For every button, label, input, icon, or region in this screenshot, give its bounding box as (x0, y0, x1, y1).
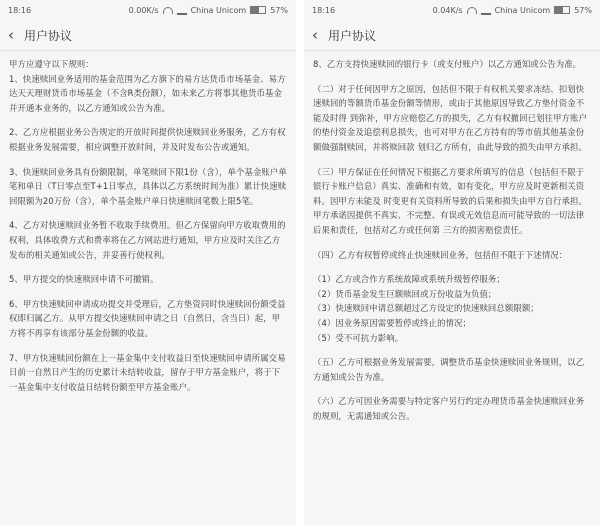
battery-percent: 57% (574, 5, 592, 15)
agreement-list-item: （1）乙方或合作方系统故障或系统升级暂停服务； (313, 274, 505, 285)
left-phone-screen (0, 0, 296, 525)
agreement-paragraph: （六）乙方可因业务需要与特定客户另行约定办理货币基金快速赎回业务的规则，无需通知或公告。 (313, 396, 585, 421)
status-time: 18:16 (8, 5, 32, 15)
agreement-paragraph: 3、快速赎回业务具有份额限制，单笔赎回下限1份（含），单个基金账户单笔和单日（T日零点至T+1日零点，具体以乙方系统时间为准）累计快速赎回限额为20万份（含），单个基金账户单日快速赎回笔数上限5笔。 (9, 166, 287, 206)
page-title: 用户协议 (24, 28, 73, 43)
agreement-list-item: （5）受不可抗力影响。 (313, 332, 404, 343)
signal-icon (177, 6, 187, 15)
app-header (304, 20, 600, 51)
network-speed: 0.04K/s (432, 5, 463, 15)
page-title: 用户协议 (328, 28, 377, 43)
signal-icon (481, 6, 491, 15)
status-bar (304, 0, 600, 20)
agreement-paragraph: （四）乙方有权暂停或终止快速赎回业务，包括但不限于下述情况： (313, 249, 568, 260)
network-speed: 0.00K/s (128, 5, 159, 15)
agreement-paragraph: （五）乙方可根据业务发展需要，调整货币基金快速赎回业务规则，以乙方通知或公告为准。 (313, 357, 585, 382)
back-chevron-icon[interactable]: ‹ (312, 26, 318, 44)
carrier-name: China Unicom (190, 5, 247, 15)
agreement-paragraph: 4、乙方对快速赎回业务暂不收取手续费用。但乙方保留向甲方收取费用的权利，具体收费方式和费率将在乙方网站进行通知，甲方应及时关注乙方发布的相关通知或公告，并妥善行使权利。 (9, 220, 286, 260)
status-right-group (433, 6, 592, 15)
app-header (0, 20, 296, 51)
status-right-group (129, 6, 288, 15)
screenshot-divider (297, 0, 303, 525)
agreement-content (0, 51, 296, 394)
wifi-icon (163, 7, 173, 14)
agreement-list-item: （2）货币基金发生巨额赎回或万份收益为负值； (313, 288, 497, 299)
agreement-list-item: （4）因业务原因需要暂停或终止的情况； (313, 317, 471, 328)
right-phone-screen (304, 0, 600, 525)
agreement-list-item: （3）快速赎回申请总额超过乙方设定的快速赎回总额限额； (313, 303, 539, 314)
agreement-paragraph: 2、乙方应根据业务公告规定的开放时间提供快速赎回业务服务，乙方有权根据业务发展需要，相应调整开放时间，并及时发布公告或通知。 (9, 127, 286, 152)
agreement-paragraph: （三）甲方保证在任何情况下根据乙方要求所填写的信息（包括但不限于银行卡账户信息）真实、准确和有效，如有变化，甲方应及时更新相关资料。因甲方未能及 时变更有关资料所导致的后果和损失由甲方自行承担。甲方承诺因提供不真实、不完整、有误或无效信息而可能导致的一切法律后果和责任，包括对乙方或任何第 三方的损害赔偿责任。 (313, 166, 587, 235)
agreement-content (304, 51, 600, 423)
status-bar (0, 0, 296, 20)
agreement-paragraph: 1、快速赎回业务适用的基金范围为乙方旗下的易方达货币市场基金、易方达天天理财货币市场基金（不含R类份额），如未来乙方将事其他货币基金并开通本业务的，以乙方通知或公告为准。 (9, 73, 286, 113)
battery-percent: 57% (270, 5, 288, 15)
back-chevron-icon[interactable]: ‹ (8, 26, 14, 44)
status-time: 18:16 (312, 5, 336, 15)
agreement-paragraph: 5、甲方提交的快速赎回申请不可撤销。 (9, 274, 159, 285)
battery-icon (250, 6, 266, 14)
agreement-paragraph: （二）对于任何因甲方之原因，包括但不限于有权机关要求冻结、扣划快速赎回的等额货币基金份额等情形，或由于其他原因导致乙方垫付资金不能及时得 到弥补，甲方应赔偿乙方的损失，乙方有权撤回已划往甲方账户的垫付资金及追偿利息损失，也可对甲方在乙方持有的等市值其他基金份额做强制赎回，并将赎回款 划归乙方所有，由此导致的损失由甲方承担。 (313, 83, 587, 152)
wifi-icon (467, 7, 477, 14)
agreement-paragraph: 8、乙方支持快速赎回的银行卡（或支付账户）以乙方通知或公告为准。 (313, 59, 582, 69)
agreement-paragraph: 7、甲方快速赎回份额在上一基金集中支付收益日至快速赎回申请所属交易日前一自然日产生的历史累计未结转收益，留存于甲方基金账户，将于下一基金集中支付收益日结转份额至甲方基金账户。 (9, 352, 286, 392)
carrier-name: China Unicom (494, 5, 551, 15)
agreement-paragraph: 甲方应遵守以下规则： (9, 59, 94, 69)
agreement-paragraph: 6、甲方快速赎回申请成功提交并受理后，乙方垫资同时快速赎回份额受益权即归属乙方。从甲方提交快速赎回申请之日（自然日，含当日）起，甲方将不再享有该部分基金份额的收益。 (9, 298, 286, 338)
battery-icon (554, 6, 570, 14)
